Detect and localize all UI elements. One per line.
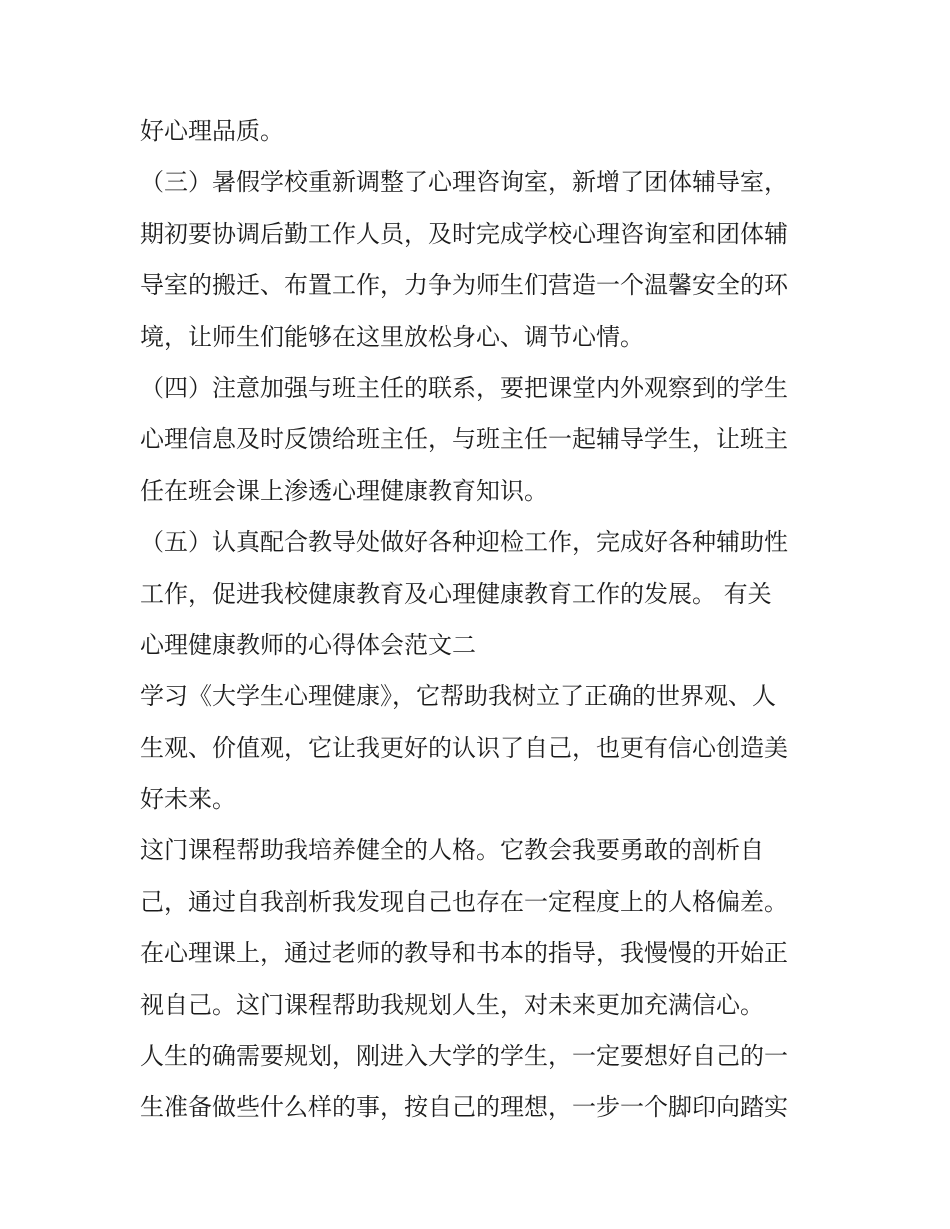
text-line: 生观、价值观，它让我更好的认识了自己，也更有信心创造美 [140,733,788,762]
text-line: 境，让师生们能够在这里放松身心、调节心情。 [140,322,644,351]
text-line: （四）注意加强与班主任的联系，要把课堂内外观察到的学生 [140,373,788,402]
text-line: 心理健康教师的心得体会范文二 [140,630,476,659]
text-line: 任在班会课上渗透心理健康教育知识。 [140,476,548,505]
text-line: 工作，促进我校健康教育及心理健康教育工作的发展。 有关 [140,579,772,608]
text-line: 这门课程帮助我培养健全的人格。它教会我要勇敢的剖析自 [140,836,764,865]
text-line: 好心理品质。 [140,117,284,145]
text-line: 视自己。这门课程帮助我规划人生，对未来更加充满信心。 [140,990,764,1019]
text-line: 导室的搬迁、布置工作，力争为师生们营造一个温馨安全的环 [140,271,788,300]
text-line: （三）暑假学校重新调整了心理咨询室，新增了团体辅导室， [140,168,788,197]
document-body [140,106,820,1134]
text-line: 好未来。 [140,785,236,814]
text-line: （五）认真配合教导处做好各种迎检工作，完成好各种辅助性 [140,528,788,557]
text-line: 在心理课上，通过老师的教导和书本的指导，我慢慢的开始正 [140,939,788,968]
text-line: 己，通过自我剖析我发现自己也存在一定程度上的人格偏差。 [140,887,788,916]
text-line: 心理信息及时反馈给班主任，与班主任一起辅导学生，让班主 [140,425,788,454]
text-line: 生准备做些什么样的事，按自己的理想，一步一个脚印向踏实 [140,1093,788,1122]
text-line: 学习《大学生心理健康》，它帮助我树立了正确的世界观、人 [140,682,776,711]
text-line: 期初要协调后勤工作人员，及时完成学校心理咨询室和团体辅 [140,219,788,248]
text-line: 人生的确需要规划，刚进入大学的学生，一定要想好自己的一 [140,1042,788,1071]
